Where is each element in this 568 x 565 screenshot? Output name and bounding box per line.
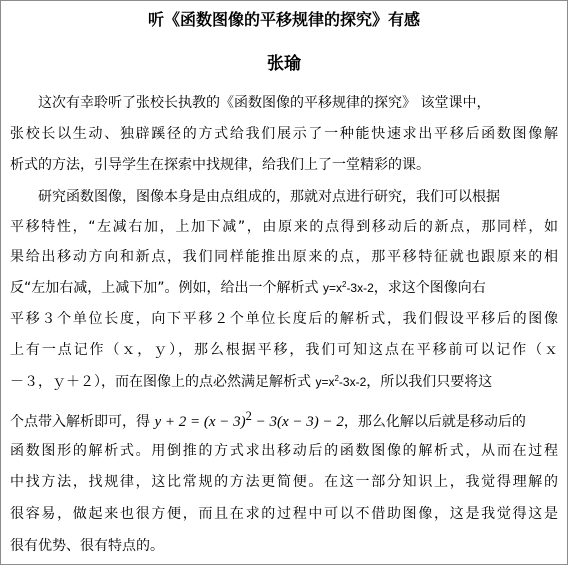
paragraph-2-line-4-text-a: 反“左加右减，上减下加”。例如，给出一个解析式	[10, 280, 319, 296]
paragraph-2-line-8	[10, 407, 526, 431]
formula-2-exponent: 2	[334, 374, 339, 383]
inline-formula-1	[323, 281, 374, 295]
paragraph-2-line-8-text-b: ，那么化解以后就是移动后的	[343, 414, 526, 430]
paragraph-2-line-8-text-a: 个点带入解析即可，得	[10, 414, 150, 430]
formula-1-base: y=x	[322, 281, 342, 295]
paragraph-2-line-7-text-b: ，所以我们只要将这	[366, 374, 493, 390]
paragraph-1-line-1: 这次有幸聆听了张校长执教的《函数图像的平移规律的探究》 该堂课中，	[38, 95, 491, 111]
paragraph-2-line-5: 平移３个单位长度，向下平移２个单位长度后的解析式，我们假设平移后的图像	[10, 311, 558, 327]
paragraph-2-line-3: 果给出移动方向和新点，我们同样能推出原来的点，那平移特征就也跟原来的相	[10, 249, 558, 265]
paragraph-2-line-9: 函数图形的解析式。用倒推的方式求出移动后的函数图像的解析式，从而在过程	[10, 443, 558, 459]
paragraph-2-line-7	[10, 373, 492, 391]
paragraph-2-line-12: 很有优势、很有特点的。	[10, 538, 164, 554]
document-title: 听《函数图像的平移规律的探究》有感	[147, 10, 420, 29]
formula-2-rest: -3x-2	[338, 375, 367, 389]
equation-base: y + 2 = (x − 3)	[154, 414, 246, 430]
translated-equation	[154, 409, 344, 430]
paragraph-2-line-1: 研究函数图像，图像本身是由点组成的，那就对点进行研究，我们可以根据	[38, 189, 500, 205]
formula-2-base: y=x	[315, 375, 335, 389]
paragraph-2-line-7-text-a: －３，ｙ＋２），而在图像上的点必然满足解析式	[10, 374, 311, 390]
paragraph-1-line-2: 张校长以生动、独辟蹊径的方式给我们展示了一种能快速求出平移后函数图像解	[10, 126, 558, 142]
paragraph-2-line-2: 平移特性，“左减右加，上加下减”，由原来的点得到移动后的新点，那同样，如	[10, 219, 558, 235]
equation-exponent: 2	[245, 409, 252, 423]
paragraph-2-line-11: 很容易，做起来也很方便，而且在求的过程中可以不借助图像，这是我觉得这是	[10, 506, 558, 522]
inline-formula-2	[315, 375, 366, 389]
formula-1-exponent: 2	[341, 280, 347, 289]
formula-1-rest: -3x-2	[346, 281, 374, 295]
paragraph-2-line-4	[10, 279, 486, 297]
paragraph-1-line-3: 析式的方法，引导学生在探索中找规律，给我们上了一堂精彩的课。	[10, 157, 430, 173]
paragraph-2-line-6: 上有一点记作（ｘ，ｙ），那么根据平移，我们可知这点在平移前可以记作（ｘ	[10, 342, 558, 358]
equation-rest: − 3(x − 3) − 2	[251, 414, 344, 430]
paragraph-2-line-10: 中找方法，找规律，这比常规的方法更简便。在这一部分知识上，我觉得理解的	[10, 474, 558, 490]
paragraph-2-line-4-text-b: ，求这个图像向右	[373, 280, 486, 296]
author-name: 张瑜	[267, 54, 301, 74]
